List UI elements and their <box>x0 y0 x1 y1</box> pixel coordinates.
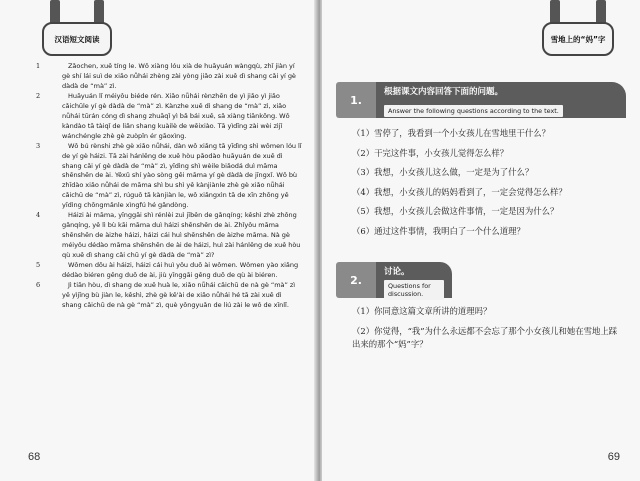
discussion-item: （2）你觉得，“我”为什么永远都不会忘了那个小女孩儿和她在雪地上踩出来的那个“妈”字？ <box>352 325 618 349</box>
question-item: （2）干完这件事，小女孩儿觉得怎么样？ <box>352 147 509 158</box>
section-title-zh: 根据课文内容回答下面的问题。 <box>384 87 504 97</box>
page-number-right: 69 <box>607 451 620 463</box>
paragraph-number: 4 <box>36 211 41 220</box>
paragraph <box>36 281 302 311</box>
question-item: （4）我想，小女孩儿的妈妈看到了，一定会觉得怎么样？ <box>352 186 567 197</box>
question-list <box>352 124 622 241</box>
paragraph <box>36 92 302 142</box>
right-header-title: 雪地上的“妈”字 <box>542 22 614 56</box>
section-title-bar <box>376 82 626 118</box>
section-header-questions <box>336 82 626 118</box>
paragraph <box>36 211 302 261</box>
paragraph-number: 5 <box>36 261 41 270</box>
right-header-tab <box>532 22 622 56</box>
paragraph <box>36 62 302 92</box>
discussion-list <box>352 302 622 351</box>
paragraph-text: Háizi ài māma, yīnggāi shì rénlèi zuì jīběn de gǎnqíng; kěshì zhè zhǒng gǎnqíng, yě lì bù kāi māma duì háizi shēnshēn de ài. Zhǐyǒu māma shēnshēn de àizhe háizi, háizi cái huì shēnshēn de àizhe māma. Nà gè méiyǒu dédào māma shēnshēn de ài de háizi, huì zài hánlěng de xuě hòu qù xuě dì shang cǎi chū yí gè dàdà de “mà” zì? <box>62 211 301 260</box>
right-page <box>322 0 640 481</box>
paragraph <box>36 142 302 212</box>
question-item: （5）我想，小女孩儿会做这件事情，一定是因为什么？ <box>352 206 559 216</box>
section-header-discussion <box>336 262 626 298</box>
section-badge: 2. <box>336 262 376 298</box>
paragraph-text: Wǒmen dōu ài háizi, háizi cái huì yǒu duō ài wǒmen. Wǒmen yào xiǎng dédào biéren gěng duō de ài, jiù yīnggāi gěng duō de qù ài biéren. <box>62 261 299 280</box>
left-header-title: 汉语短文阅读 <box>42 22 112 56</box>
paragraph-number: 6 <box>36 280 41 289</box>
paragraph-text: Zǎochen, xuě tíng le. Wǒ xiàng lóu xià de huāyuán wàngqù, zhǐ jiàn yí gè shí lái suì de xiǎo nǚhái zhèng zài yòng jiǎo zài xuě dì shang cǎi yí gè dàdà de “mà” zì. <box>62 62 296 90</box>
paragraph-number: 2 <box>36 91 41 100</box>
question-item: （3）我想，小女孩儿这么做，一定是为了什么？ <box>352 167 534 177</box>
paragraph-number: 1 <box>36 62 41 70</box>
paragraph-text: Wǒ bú rènshi zhè gè xiǎo nǚhái, dàn wǒ xiǎng tā yīdìng shì wǒmen lóu lǐ de yí gè háizi. Tā zài hánlěng de xuě hòu pǎodào huāyuán de xuě dì shang cǎi yí gè dàdà de “mà” zì, yīdìng shì wèile biǎodá duì māma shēnshēn de ài. Yěxǔ shí yào sòng gěi māma yí gè dàdà de jīngxǐ. Wǒ bù zhīdào xiǎo nǚhái de māma shì bu shì yě kànjiànle zhè gè xiǎo nǚhái cǎichū de “mà” zì, rúguǒ tā kànjiàn le, wǒ xiǎngxìn tā de xīn zhōng yě yīdìng chōngmǎnle xìngfú hé gǎndòng. <box>62 141 302 210</box>
reading-text <box>36 62 302 311</box>
paragraph <box>36 261 302 281</box>
discussion-item: （1）你同意这篇文章所讲的道理吗？ <box>352 306 492 316</box>
question-item: （6）通过这件事情，我明白了一个什么道理？ <box>352 225 525 236</box>
paragraph-text: Huāyuán lǐ méiyǒu biéde rén. Xiǎo nǚhái rènzhēn de yì jiǎo yì jiǎo cǎichūle yí gè dàdà de “mà” zì. Kànzhe xuě dì shang de “mà” zì, xiǎo nǚhái tūrán cóng dì shang zhuāqǐ yì bǎ bái xuě, sǎ xiàng tiānkōng. Wǒ kàndào tā tàiqǐ de liǎn shang kuàilè de wēixiào. Tā yìdīng zài wèi zìjǐ wánchéngle zhè gè zuòpǐn ér gāoxìng. <box>62 91 290 140</box>
paragraph-number: 3 <box>36 141 41 150</box>
paragraph-text: Jì tiān hòu, dì shang de xuě huà le, xiǎo nǚhái cǎichū de nà gè “mà” zì yě yìjīng bù jiàn le, kěshì, zhè gè kě'ài de xiǎo nǚhái hé tā zài xuě dì shang cǎichū de nà gè “mà” zì, què yǒngyuǎn de liú zài le wǒ de xīnlǐ. <box>62 280 296 309</box>
question-item: （1）雪停了，我看到一个小女孩儿在雪地里干什么？ <box>352 128 550 138</box>
section-title-bar <box>376 262 452 298</box>
left-page <box>0 0 318 481</box>
section-badge: 1. <box>336 82 376 118</box>
section-title-en: Answer the following questions according to the text. <box>384 105 563 117</box>
section-title-en: Questions for discussion. <box>384 280 444 300</box>
page-number-left: 68 <box>28 451 41 463</box>
section-title-zh: 讨论。 <box>384 267 410 277</box>
left-header-tab <box>32 22 122 56</box>
